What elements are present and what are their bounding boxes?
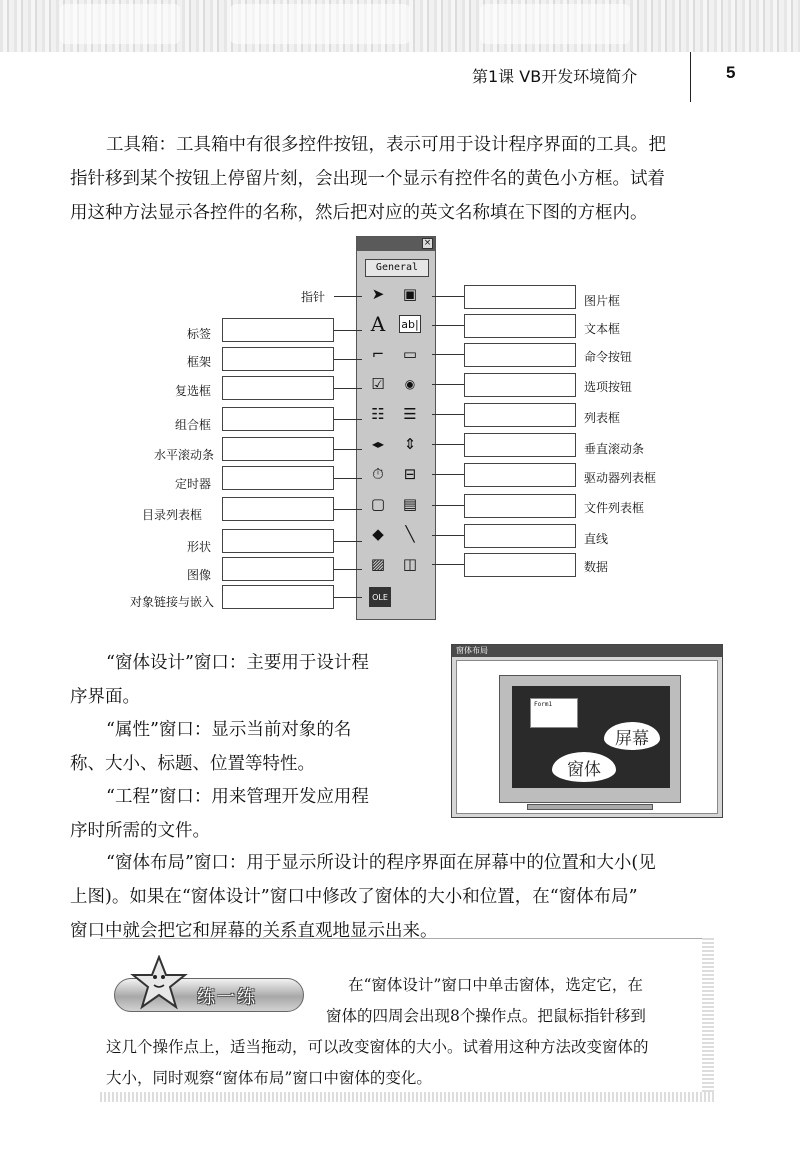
connector-line (334, 541, 362, 542)
label-name: 水平滚动条 (154, 448, 215, 462)
exercise-box-shadow (702, 938, 714, 1102)
monitor-stand (527, 804, 653, 810)
connector-line (334, 478, 362, 479)
answer-box[interactable] (222, 529, 334, 553)
answer-box[interactable] (222, 347, 334, 371)
connector-line (334, 449, 362, 450)
dirlistbox-icon[interactable]: ▢ (370, 495, 386, 513)
toolbox-titlebar (357, 237, 435, 251)
form-bubble: 窗体 (552, 752, 616, 782)
general-tab[interactable]: General (365, 259, 429, 277)
label-name: 列表框 (584, 411, 621, 425)
screen-bubble: 屏幕 (604, 722, 660, 750)
screen-area (512, 686, 670, 788)
desc-line: 窗口中就会把它和屏幕的关系直观地显示出来。 (70, 921, 438, 941)
intro-line: 指针移到某个按钮上停留片刻，会出现一个显示有控件名的黄色小方框。试着 (70, 169, 665, 189)
exercise-badge (114, 978, 304, 1012)
label-name: 直线 (584, 532, 609, 546)
desc-line: 序时所需的文件。 (70, 821, 210, 841)
answer-box[interactable] (222, 585, 334, 609)
connector-line (432, 564, 464, 565)
label-name: 定时器 (175, 477, 212, 491)
answer-box[interactable] (464, 373, 576, 397)
desc-line: “窗体布局”窗口：用于显示所设计的程序界面在屏幕中的位置和大小(见 (106, 853, 656, 873)
connector-line (334, 296, 362, 297)
label-name: 垂直滚动条 (584, 442, 645, 456)
combobox-icon[interactable]: ☷ (371, 405, 385, 423)
intro-line: 工具箱：工具箱中有很多控件按钮，表示可用于设计程序界面的工具。把 (106, 135, 666, 155)
vscrollbar-icon[interactable]: ⇕ (403, 435, 417, 453)
connector-line (432, 296, 464, 297)
connector-line (432, 354, 464, 355)
exercise-line: 窗体的四周会出现8个操作点。把鼠标指针移到 (326, 1007, 646, 1025)
answer-box[interactable] (464, 314, 576, 338)
data-icon[interactable]: ◫ (402, 555, 418, 573)
answer-box[interactable] (464, 433, 576, 457)
label-name: 框架 (187, 355, 212, 369)
ole-icon[interactable]: OLE (369, 587, 391, 607)
connector-line (334, 597, 362, 598)
timer-icon[interactable]: ⏱ (372, 465, 384, 483)
frame-icon[interactable]: ⌐ (371, 345, 385, 363)
label-icon[interactable]: A (370, 312, 386, 336)
checkbox-icon[interactable]: ☑ (371, 375, 385, 393)
answer-box[interactable] (464, 463, 576, 487)
exercise-line: 在“窗体设计”窗口中单击窗体，选定它，在 (348, 976, 643, 994)
answer-box[interactable] (464, 285, 576, 309)
pointer-icon[interactable]: ➤ (371, 285, 385, 303)
answer-box[interactable] (464, 524, 576, 548)
pointer-label: 指针 (301, 290, 326, 304)
page-number: 5 (726, 63, 736, 82)
connector-line (432, 444, 464, 445)
image-icon[interactable]: ▨ (370, 555, 386, 573)
textbox-icon[interactable]: ab| (399, 315, 421, 333)
answer-box[interactable] (464, 553, 576, 577)
desc-line: 上图)。如果在“窗体设计”窗口中修改了窗体的大小和位置，在“窗体布局” (70, 887, 638, 907)
label-name: 文件列表框 (584, 501, 645, 515)
desc-line: 序界面。 (70, 687, 140, 707)
desc-line: “属性”窗口：显示当前对象的名 (106, 720, 352, 740)
connector-line (432, 535, 464, 536)
layout-window-desc (70, 846, 740, 948)
desc-line: 称、大小、标题、位置等特性。 (70, 754, 315, 774)
label-name: 选项按钮 (584, 380, 633, 394)
exercise-box-shadow (100, 1092, 714, 1102)
answer-box[interactable] (464, 343, 576, 367)
answer-box[interactable] (222, 497, 334, 521)
answer-box[interactable] (222, 376, 334, 400)
answer-box[interactable] (222, 466, 334, 490)
answer-box[interactable] (464, 494, 576, 518)
connector-line (334, 330, 362, 331)
lesson-title: 第1课 VB开发环境简介 (472, 67, 638, 86)
exercise-line: 这几个操作点上，适当拖动，可以改变窗体的大小。试着用这种方法改变窗体的 (106, 1038, 649, 1056)
properties-window-desc (70, 713, 430, 781)
connector-line (334, 388, 362, 389)
label-name: 对象链接与嵌入 (130, 595, 215, 609)
picturebox-icon[interactable]: ▣ (402, 285, 418, 303)
connector-line (334, 569, 362, 570)
desc-line: “窗体设计”窗口：主要用于设计程 (106, 653, 369, 673)
label-name: 文本框 (584, 322, 621, 336)
desc-line: “工程”窗口：用来管理开发应用程 (106, 787, 369, 807)
label-name: 标签 (187, 327, 212, 341)
optionbutton-icon[interactable]: ◉ (404, 377, 416, 391)
listbox-icon[interactable]: ☰ (403, 405, 417, 423)
connector-line (432, 325, 464, 326)
form-thumbnail[interactable]: Form1 (530, 698, 578, 728)
intro-line: 用这种方法显示各控件的名称，然后把对应的英文名称填在下图的方框内。 (70, 203, 648, 223)
connector-line (334, 509, 362, 510)
close-icon[interactable]: × (423, 238, 432, 248)
form-layout-canvas (456, 660, 718, 814)
answer-box[interactable] (222, 407, 334, 431)
shape-icon[interactable]: ◆ (372, 525, 384, 543)
header-decoration (0, 0, 800, 52)
answer-box[interactable] (222, 318, 334, 342)
connector-line (334, 419, 362, 420)
connector-line (334, 359, 362, 360)
form-layout-window (451, 644, 723, 818)
drivelistbox-icon[interactable]: ⊟ (403, 465, 417, 483)
commandbutton-icon[interactable]: ▭ (402, 345, 418, 363)
label-name: 图片框 (584, 294, 621, 308)
connector-line (432, 384, 464, 385)
connector-line (432, 474, 464, 475)
project-window-desc (70, 780, 430, 848)
label-name: 组合框 (175, 418, 212, 432)
connector-line (432, 505, 464, 506)
label-name: 数据 (584, 560, 609, 574)
label-name: 形状 (187, 540, 212, 554)
label-name: 目录列表框 (142, 508, 203, 522)
label-name: 图像 (187, 568, 212, 582)
answer-box[interactable] (222, 557, 334, 581)
filelistbox-icon[interactable]: ▤ (402, 495, 418, 513)
line-icon[interactable]: ╲ (405, 525, 415, 543)
exercise-line: 大小，同时观察“窗体布局”窗口中窗体的变化。 (106, 1069, 432, 1087)
connector-line (432, 414, 464, 415)
hscrollbar-icon[interactable]: ◂▸ (371, 437, 385, 451)
label-name: 命令按钮 (584, 350, 633, 364)
star-mascot-icon (129, 955, 189, 1011)
header-divider (690, 52, 691, 102)
answer-box[interactable] (464, 403, 576, 427)
label-name: 驱动器列表框 (584, 471, 657, 485)
monitor-frame (499, 675, 681, 803)
form-layout-titlebar: 窗体布局 (452, 645, 722, 657)
label-name: 复选框 (175, 384, 212, 398)
answer-box[interactable] (222, 437, 334, 461)
exercise-badge-label: 练一练 (197, 987, 257, 1008)
intro-paragraph (70, 128, 730, 230)
toolbox-window (356, 236, 436, 620)
design-window-desc (70, 646, 430, 714)
